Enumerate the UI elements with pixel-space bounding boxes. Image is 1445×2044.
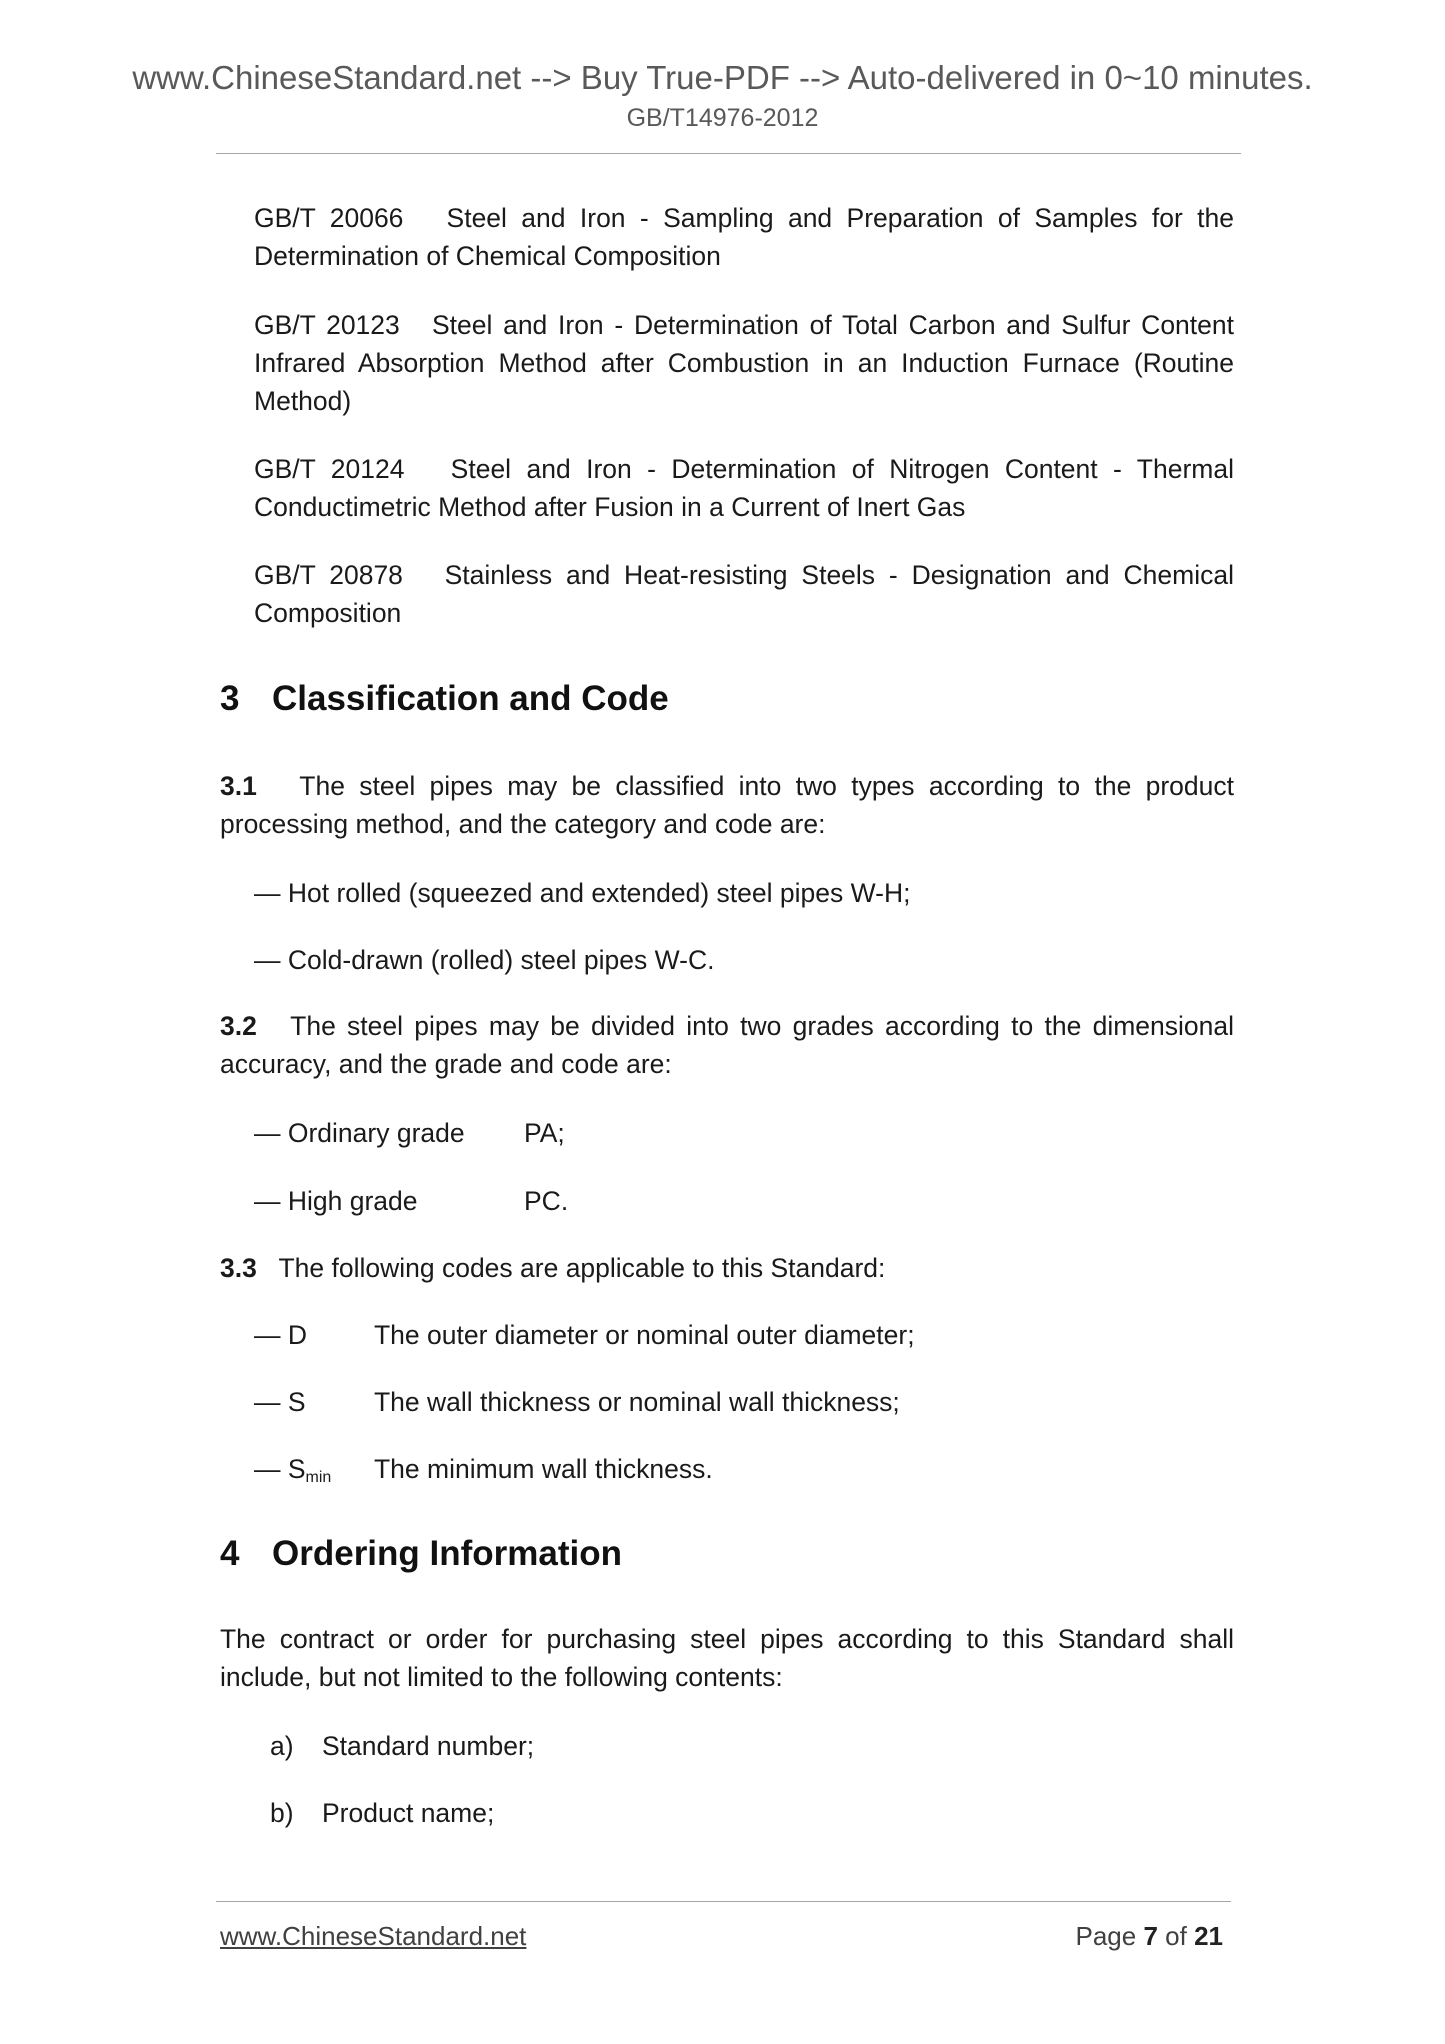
page-of: of bbox=[1165, 1921, 1187, 1951]
item-text: Standard number; bbox=[322, 1731, 535, 1761]
reference-code: GB/T 20878 bbox=[254, 560, 403, 590]
item-label: b) bbox=[270, 1798, 294, 1828]
code-meaning: The outer diameter or nominal outer diameter; bbox=[374, 1320, 915, 1350]
reference-title: Steel and Iron - Sampling and Preparation of Samples for the Determination of Chemical Composition bbox=[254, 203, 1234, 271]
clause-3-1 bbox=[220, 767, 1234, 843]
item-label: a) bbox=[270, 1731, 294, 1761]
reference-title: Steel and Iron - Determination of Total Carbon and Sulfur Content Infrared Absorption Method after Combustion in an Induction Furnace (Routine Method) bbox=[254, 310, 1234, 416]
type-hot-rolled: — Hot rolled (squeezed and extended) steel pipes W-H; bbox=[254, 878, 911, 908]
page-indicator bbox=[1075, 1921, 1223, 1952]
reference-code: GB/T 20124 bbox=[254, 454, 405, 484]
page-total: 21 bbox=[1194, 1921, 1223, 1951]
reference-code: GB/T 20123 bbox=[254, 310, 400, 340]
grade-label: — Ordinary grade bbox=[254, 1118, 465, 1148]
type-cold-drawn: — Cold-drawn (rolled) steel pipes W-C. bbox=[254, 945, 715, 975]
page-current: 7 bbox=[1143, 1921, 1158, 1951]
clause-3-3 bbox=[220, 1249, 1234, 1287]
reference-entry bbox=[254, 199, 1234, 275]
grade-item bbox=[254, 1182, 569, 1220]
footer-divider bbox=[216, 1901, 1231, 1902]
list-item bbox=[254, 941, 714, 979]
clause-text: The steel pipes may be classified into two types according to the product processing method, and the category and code are: bbox=[220, 771, 1234, 839]
clause-number: 3.2 bbox=[220, 1011, 257, 1041]
section-heading bbox=[220, 678, 669, 720]
grade-item bbox=[254, 1114, 565, 1152]
code-symbol: — S bbox=[254, 1454, 306, 1484]
clause-text: The steel pipes may be divided into two grades according to the dimensional accuracy, and the grade and code are: bbox=[220, 1011, 1234, 1079]
code-item bbox=[254, 1383, 900, 1421]
list-item bbox=[254, 874, 910, 912]
header-banner: www.ChineseStandard.net --> Buy True-PDF --> Auto-delivered in 0~10 minutes. bbox=[132, 59, 1313, 96]
code-subscript: min bbox=[305, 1469, 332, 1486]
section-title: Classification and Code bbox=[272, 679, 669, 718]
item-text: Product name; bbox=[322, 1798, 495, 1828]
ordering-item bbox=[270, 1727, 534, 1765]
grade-label: — High grade bbox=[254, 1186, 418, 1216]
reference-entry bbox=[254, 450, 1234, 526]
grade-code: PA; bbox=[524, 1118, 565, 1148]
footer-website-link[interactable]: www.ChineseStandard.net bbox=[220, 1921, 527, 1951]
reference-title: Steel and Iron - Determination of Nitrogen Content - Thermal Conductimetric Method after Fusion in a Current of Inert Gas bbox=[254, 454, 1234, 522]
reference-entry bbox=[254, 556, 1234, 632]
code-item bbox=[254, 1450, 713, 1497]
clause-3-2 bbox=[220, 1007, 1234, 1083]
clause-number: 3.1 bbox=[220, 771, 257, 801]
clause-number: 3.3 bbox=[220, 1253, 257, 1283]
grade-code: PC. bbox=[524, 1186, 569, 1216]
section-number: 3 bbox=[220, 679, 240, 718]
section-number: 4 bbox=[220, 1534, 240, 1573]
code-meaning: The wall thickness or nominal wall thickness; bbox=[374, 1387, 900, 1417]
document-number: GB/T14976-2012 bbox=[626, 104, 819, 132]
code-symbol: — D bbox=[254, 1320, 307, 1350]
reference-code: GB/T 20066 bbox=[254, 203, 404, 233]
reference-entry bbox=[254, 306, 1234, 420]
intro-text: The contract or order for purchasing steel pipes according to this Standard shall include, but not limited to the following contents: bbox=[220, 1624, 1234, 1692]
reference-title: Stainless and Heat-resisting Steels - Designation and Chemical Composition bbox=[254, 560, 1234, 628]
section-heading bbox=[220, 1533, 622, 1575]
header-divider bbox=[216, 153, 1241, 154]
code-symbol: — S bbox=[254, 1387, 306, 1417]
section-title: Ordering Information bbox=[272, 1534, 622, 1573]
code-meaning: The minimum wall thickness. bbox=[374, 1454, 713, 1484]
clause-text: The following codes are applicable to this Standard: bbox=[278, 1253, 886, 1283]
ordering-intro bbox=[220, 1620, 1234, 1696]
page-prefix: Page bbox=[1075, 1921, 1137, 1951]
ordering-item bbox=[270, 1794, 494, 1832]
code-item bbox=[254, 1316, 915, 1354]
